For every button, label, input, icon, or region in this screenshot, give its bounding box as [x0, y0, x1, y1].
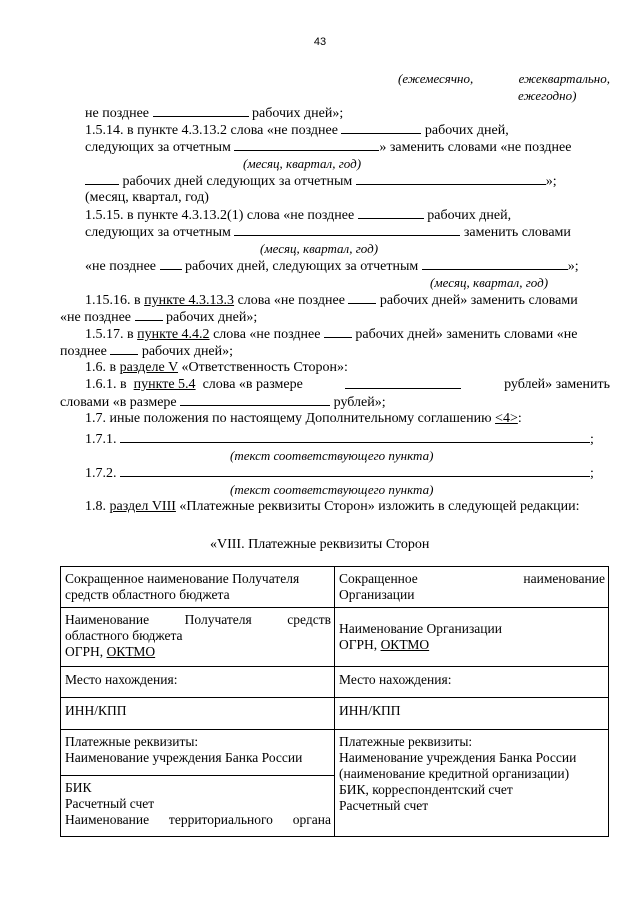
- clause-1-6: 1.6. в разделе V «Ответственность Сторон»:: [85, 360, 348, 375]
- periodicity-note-2: ежегодно): [518, 88, 577, 103]
- table-row: [61, 730, 609, 776]
- link-oktmo[interactable]: ОКТМО: [106, 644, 156, 659]
- clause-1-5-17: 1.5.17. в пункте 4.4.2 слова «не позднее рабочих дней» заменить словами «не: [85, 327, 578, 342]
- section-title: «VIII. Платежные реквизиты Сторон: [210, 537, 430, 552]
- footnote-link-4[interactable]: <4>: [495, 411, 518, 426]
- table-cell: Место нахождения:: [61, 667, 335, 698]
- table-row: [61, 567, 609, 608]
- clause-1-5-14: 1.5.14. в пункте 4.3.13.2 слова «не позднее рабочих дней,: [85, 123, 509, 138]
- clause-1-5-15: 1.5.15. в пункте 4.3.13.2(1) слова «не позднее рабочих дней,: [85, 208, 512, 223]
- link-point-5-4[interactable]: пункте 5.4: [133, 377, 196, 392]
- clause-1-15-16: 1.15.16. в пункте 4.3.13.3 слова «не позднее рабочих дней» заменить словами: [85, 293, 578, 308]
- table-row: [61, 698, 609, 730]
- text-line: «не позднее рабочих дней»;: [60, 310, 258, 325]
- hint-month: (месяц, квартал, год): [260, 241, 379, 256]
- clause-1-7: 1.7. иные положения по настоящему Дополнительному соглашению <4>:: [85, 411, 522, 426]
- clause-1-7-2: 1.7.2. ;: [85, 466, 594, 481]
- table-cell: Платежные реквизиты: Наименование учреждения Банка России: [61, 730, 335, 776]
- table-cell: Сокращенное наименование Организации: [335, 567, 609, 608]
- table-cell: ИНН/КПП: [61, 698, 335, 730]
- text-line: рабочих дней следующих за отчетным »;: [85, 172, 557, 190]
- text-line: следующих за отчетным заменить словами: [85, 225, 571, 240]
- table-row: [61, 667, 609, 698]
- table-cell: Наименование Организации ОГРН, ОКТМО: [335, 608, 609, 667]
- link-oktmo[interactable]: ОКТМО: [380, 637, 430, 652]
- text-line: «не позднее рабочих дней, следующих за отчетным »;: [85, 259, 579, 274]
- payment-requisites-table: [60, 566, 609, 837]
- link-point-4-4-2[interactable]: пункте 4.4.2: [137, 327, 210, 342]
- hint-month: (месяц, квартал, год): [243, 156, 362, 171]
- hint-month: (месяц, квартал, год): [430, 275, 549, 290]
- link-section-8[interactable]: раздел VIII: [109, 499, 176, 514]
- link-section-5[interactable]: разделе V: [119, 360, 179, 375]
- clause-1-7-1: 1.7.1. ;: [85, 432, 594, 447]
- text-line: словами «в размере рублей»;: [60, 395, 386, 410]
- hint-month-plain: (месяц, квартал, год): [85, 190, 209, 205]
- periodicity-note: (ежемесячно, ежеквартально,: [398, 71, 610, 86]
- clause-1-8: 1.8. раздел VIII «Платежные реквизиты Сторон» изложить в следующей редакции:: [85, 499, 580, 514]
- text-line: позднее рабочих дней»;: [60, 344, 234, 359]
- clause-1-6-1: 1.6.1. в пункте 5.4 слова «в размере рублей» заменить: [85, 377, 610, 392]
- table-cell: Место нахождения:: [335, 667, 609, 698]
- text-line: следующих за отчетным » заменить словами «не позднее: [85, 140, 572, 155]
- table-cell: Наименование Получателя средств областного бюджета ОГРН, ОКТМО: [61, 608, 335, 667]
- table-cell: Сокращенное наименование Получателя средств областного бюджета: [61, 567, 335, 608]
- table-cell: Платежные реквизиты: Наименование учреждения Банка России (наименование кредитной организации) БИК, корреспондентский счет Расчетный счет: [335, 730, 609, 837]
- hint-text: (текст соответствующего пункта): [230, 482, 434, 497]
- table-cell: ИНН/КПП: [335, 698, 609, 730]
- link-point-4-3-13-3[interactable]: пункте 4.3.13.3: [144, 293, 235, 308]
- table-row: [61, 608, 609, 667]
- page-number: 43: [313, 36, 327, 48]
- hint-text: (текст соответствующего пункта): [230, 448, 434, 463]
- table-cell: БИК Расчетный счет Наименование территориального органа: [61, 776, 335, 837]
- text-line: не позднее рабочих дней»;: [85, 106, 344, 121]
